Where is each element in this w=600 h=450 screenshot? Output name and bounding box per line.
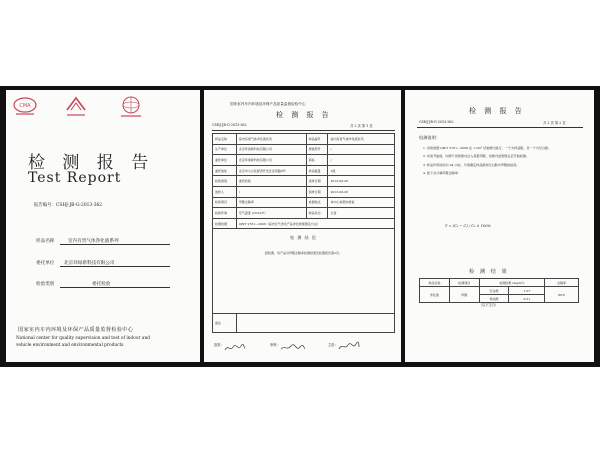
field-underline xyxy=(60,266,170,267)
field-label-client: 委托单位 xyxy=(36,261,55,266)
table-cell: 送样日期 xyxy=(306,176,328,187)
table-cell: 委托单位 xyxy=(213,155,237,166)
table-cell: 检测依据 xyxy=(213,218,237,229)
info-table xyxy=(212,133,395,333)
table-cell: 正常 xyxy=(328,208,395,219)
table-cell: 本中心检测实验室 xyxy=(328,197,395,208)
info-page xyxy=(204,90,401,362)
field-value-client: 北京环绿新科技有限公司 xyxy=(64,261,115,266)
results-table xyxy=(419,278,579,303)
table-cell: 样品状态 xyxy=(306,208,328,219)
column-header: 检测项目 xyxy=(449,279,479,287)
results-page xyxy=(405,90,594,362)
cover-title-en: Test Report xyxy=(28,170,122,186)
results-table-title: 检 测 结 果 xyxy=(469,269,509,275)
column-header: 检测结果 (mg/m³) xyxy=(479,279,545,287)
table-row xyxy=(213,176,395,187)
table-cell: 净化液 xyxy=(420,287,450,303)
table-header-row xyxy=(420,279,579,287)
table-cell: QB/T 2761—2006《室内空气净化产品净化效果测定方法》 xyxy=(236,218,394,229)
note-item: 1. 试验依据 QB/T 2761—2006 在 1.5m³ 试验舱内进行，一个为样品舱，另一个为空白舱。 xyxy=(423,146,552,150)
note-item: 3. 样品作用时间为 24 小时，分别测定样品舱和空白舱中甲醛的浓度。 xyxy=(423,162,520,167)
field-underline xyxy=(60,287,170,288)
conclusion-row xyxy=(213,229,395,314)
table-cell: 空气温度 (23±2)℃ xyxy=(236,208,306,219)
table-cell: 空白舱 xyxy=(479,287,509,295)
results-report-number: CSHJ-JB-G-2013-362 xyxy=(419,120,454,124)
table-cell: 甲醛 xyxy=(449,287,479,303)
table-cell: 2013-09-28 xyxy=(328,186,395,197)
sign-label-tester: 主检： xyxy=(328,343,338,347)
field-value-test-type: 委托检验 xyxy=(92,282,111,287)
info-page-number: 共 2 页 第 1 页 xyxy=(350,124,373,128)
remark-row xyxy=(213,314,395,333)
table-row xyxy=(213,134,395,145)
cma-seal-icon xyxy=(12,96,38,120)
formula: Y = (C₀ − C) / C₀ × 100% xyxy=(445,224,491,228)
header-rule xyxy=(417,127,583,128)
note-item: 2. 实验开始前，向两个试验舱内注入等量甲醛，待舱内浓度稳定后开始检测。 xyxy=(423,154,530,159)
table-cell: 生产单位 xyxy=(213,144,237,155)
table-cell: 样品舱 xyxy=(479,295,509,303)
table-cell: 样品编号 xyxy=(306,134,328,145)
table-cell: 检验环境 xyxy=(213,208,237,219)
column-header: 去除率 xyxy=(545,279,579,287)
table-cell: 委托地址 xyxy=(213,165,237,176)
results-page-number: 共 2 页 第 2 页 xyxy=(543,121,566,125)
table-cell: 北京环绿新科技有限公司 xyxy=(236,144,306,155)
field-label-test-type: 检验类别 xyxy=(36,282,55,287)
table-cell: 室内有害气体净化液系列 xyxy=(328,134,395,145)
table-row xyxy=(420,287,579,295)
conclusion-heading: 检 测 结 论 xyxy=(290,235,317,241)
signature-icon xyxy=(224,338,246,357)
table-cell: 80% xyxy=(545,287,579,303)
table-cell: 室内有害气体净化液系列 xyxy=(236,134,306,145)
report-number-label: 报告编号： xyxy=(34,203,56,208)
org-name-en-line1: National center for quality supervision and test of indoor and xyxy=(16,336,150,341)
ilac-mra-logo-icon xyxy=(116,96,146,122)
header-rule xyxy=(212,130,395,131)
table-row xyxy=(213,218,395,229)
table-cell: 样品数量 xyxy=(306,165,328,176)
cover-title-cn: 检 测 报 告 xyxy=(28,153,155,173)
org-name-en-line2: vehicle environment and environmental products xyxy=(16,343,124,348)
table-row xyxy=(213,186,395,197)
table-cell: 甲醛去除率 xyxy=(236,197,306,208)
sign-label-approve: 批准： xyxy=(214,343,224,347)
table-cell: 北京市大兴区经济开发区金苑路8号 xyxy=(236,165,306,176)
field-value-sample-name: 室内有害气体净化液系列 xyxy=(68,239,119,244)
results-title: 检 测 报 告 xyxy=(469,107,525,115)
signature-icon xyxy=(338,337,360,356)
conclusion-text: 经检测，该产品对甲醛去除率检测结果见检测报告第2页。 xyxy=(265,251,342,256)
table-cell: 北京环绿新科技有限公司 xyxy=(236,155,306,166)
table-cell: 到样日期 xyxy=(306,186,328,197)
org-name-cn: 国家室内车内环境及环保产品质量监督检验中心 xyxy=(18,327,134,333)
report-number-value: CSHJ-JB-G-2013-362 xyxy=(55,203,103,208)
info-title: 检 测 报 告 xyxy=(276,111,332,119)
column-header: 样品名称 xyxy=(420,279,450,287)
table-cell: 委托检验 xyxy=(236,176,306,187)
table-cell: 检验类别 xyxy=(213,176,237,187)
report-number xyxy=(34,202,102,208)
table-row xyxy=(213,155,395,166)
table-row xyxy=(213,144,395,155)
table-cell: 样品名称 xyxy=(213,134,237,145)
note-item: 4. 按下式计算甲醛去除率： xyxy=(423,171,461,176)
table-cell: / xyxy=(328,144,395,155)
cnas-logo-icon xyxy=(64,96,88,122)
sign-label-review: 审核： xyxy=(270,343,280,347)
table-cell: 1瓶 xyxy=(328,165,395,176)
remark-label: 备注 xyxy=(213,314,237,333)
table-cell: 规格型号 xyxy=(306,144,328,155)
table-row xyxy=(213,197,395,208)
info-header: 国家室内车内环境及环保产品质量监督检验中心 xyxy=(230,102,306,106)
blank-footer: （以下空白） xyxy=(479,303,499,307)
table-cell: / xyxy=(328,155,395,166)
table-cell: 0.21 xyxy=(509,295,545,303)
table-row xyxy=(213,208,395,219)
table-cell: 1.07 xyxy=(509,287,545,295)
notes-block xyxy=(423,146,579,177)
info-report-number: CSHJ-JB-G-2013-362 xyxy=(212,123,247,127)
table-row xyxy=(213,165,395,176)
table-cell: 送样人 xyxy=(213,186,237,197)
table-cell: 商标 xyxy=(306,155,328,166)
field-underline xyxy=(60,244,170,245)
table-cell: / xyxy=(236,186,306,197)
table-cell: 2013-09-28 xyxy=(328,176,395,187)
conclusion-cell xyxy=(213,229,395,314)
remark-value xyxy=(236,314,394,333)
notes-heading: 检测说明： xyxy=(419,135,440,140)
table-cell: 检验项目 xyxy=(213,197,237,208)
svg-text:CMA: CMA xyxy=(19,103,31,109)
table-cell: 检测地点 xyxy=(306,197,328,208)
signature-icon xyxy=(280,338,306,357)
cover-page xyxy=(6,90,200,362)
field-label-sample-name: 样品名称 xyxy=(36,239,55,244)
